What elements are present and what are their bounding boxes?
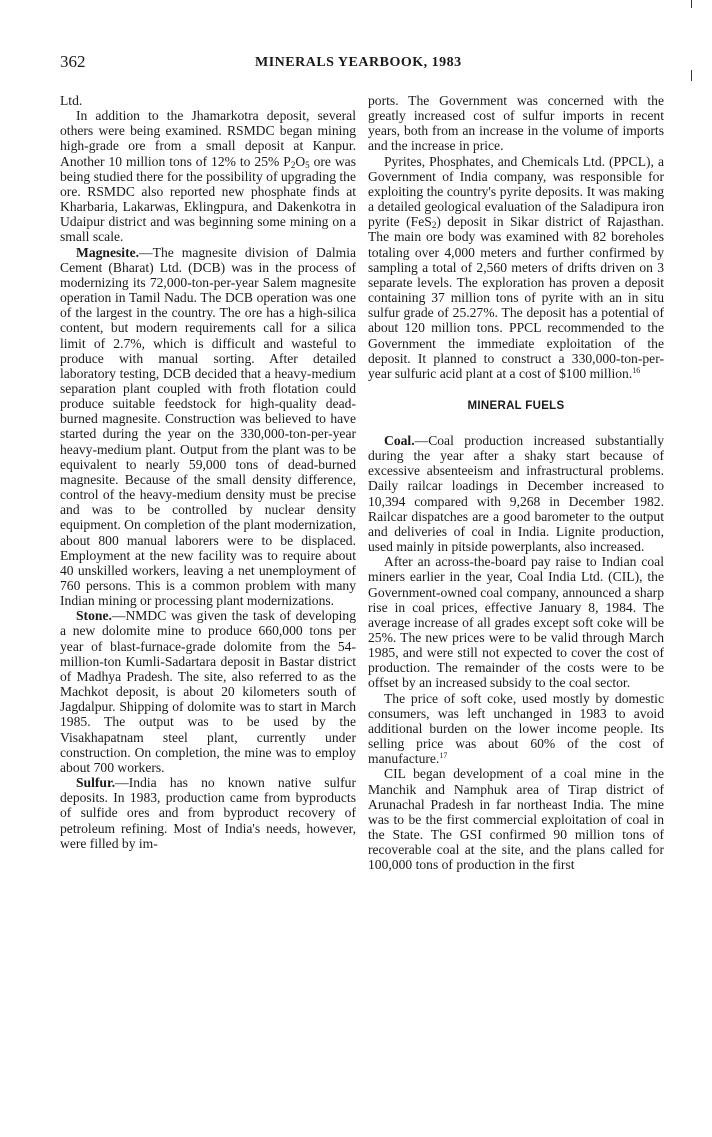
paragraph-jhamarkotra [60,108,356,244]
ppcl-text: Pyrites, Phosphates, and Chemicals Ltd. (PPCL), a Government of India company, was responsible for exploiting the country's pyrite deposits. It was making a detailed geological evaluation of the Saladipura iron pyrite (FeS [368,153,664,230]
scan-edge-mark-top [691,0,692,8]
paragraph-sulfur-imports: ports. The Government was concerned with the greatly increased cost of sulfur imports in recent years, both from an increase in the volume of imports and the increase in price. [368,93,664,154]
formula-p2o5: $P_2O_5$ [283,153,310,170]
paragraph-stone [60,608,356,775]
magnesite-text: —The magnesite division of Dalmia Cement (Bharat) Ltd. (DCB) was in the process of modernizing its 72,000-ton-per-year Salem magnesite operation in Tamil Nadu. The DCB operation was one of the largest in the country. The ore has a high-silica content, but modern requirements call for a silica limit of 2.7%, which is difficult and wasteful to produce with manual sorting. After detailed laboratory testing, DCB decided that a heavy-medium separation plant coupled with froth flotation could produce suitable feedstock for high-quality dead-burned magnesite. Construction was believed to have started during the year on the 330,000-ton-per-year heavy-medium plant. Output from the plant was to be equivalent to nearly 59,000 tons of dead-burned magnesite. Because of the small density difference, control of the heavy-medium density must be precise and was to be controlled by nuclear density equipment. On completion of the plant modernization, about 800 manual laborers were to be displaced. Employment at the new facility was to require about 40 unskilled workers, leaving a net unemployment of 760 persons. This is a common problem with many Indian mining or processing plant modernizations. [60,244,356,609]
footnote-ref-17: 17 [439,751,448,761]
run-in-heading-stone: Stone. [76,608,112,624]
left-column [60,93,356,851]
ppcl-text-tail: ) deposit in Sikar district of Rajasthan. The main ore body was examined with 82 boreholes totaling over 4,000 meters and further confirmed by sampling a total of 2,560 meters of drifts driven on 3 separate levels. The exploration has proven a deposit containing 37 million tons of pyrite with an in situ sulfur grade of 25.27%. The deposit has a potential of about 120 million tons. PPCL recommended to the Government the immediate exploitation of the deposit. It planned to construct a 330,000-ton-per-year sulfuric acid plant at a cost of $100 million. [368,214,664,381]
paragraph-ltd-continuation: Ltd. [60,93,83,108]
scan-edge-mark-right [691,70,692,81]
run-in-heading-magnesite: Magnesite. [76,244,140,260]
coal-text: —Coal production increased substantially during the year after a shaky start because of excessive absenteeism and infrastructural problems. Daily railcar loadings in December increased to 10,394 compared with 9,268 in December 1982. Railcar dispatches are a good barometer to the output and deliveries of coal in India. Lignite production, used mainly in pitside powerplants, also increased. [368,432,664,555]
paragraph-cil-mine: CIL began development of a coal mine in the Manchik and Namphuk area of Tirap district of Arunachal Pradesh in far northeast India. The mine was to be the first commercial exploitation of coal in the State. The GSI confirmed 90 million tons of recoverable coal at the site, and the plans called for 100,000 tons of production in the first [368,766,664,873]
run-in-heading-coal: Coal. [384,432,415,448]
section-heading-mineral-fuels: MINERAL FUELS [467,399,565,412]
paragraph-sulfur [60,775,356,851]
paragraph-pay-raise: After an across-the-board pay raise to Indian coal miners earlier in the year, Coal India Ltd. (CIL), the Government-owned coal company, announced a sharp rise in coal prices, effective January 8, 1984. The average increase of all grades except soft coke will be 25%. The new prices were to be valid through March 1985, and were still not expected to cover the cost of production. The remainder of the costs were to be offset by an increased subsidy to the coal sector. [368,554,664,691]
run-in-heading-sulfur: Sulfur. [76,775,116,791]
paragraph-coal [368,433,664,554]
running-title: MINERALS YEARBOOK, 1983 [255,55,462,70]
formula-fes2-subscript: 2 [431,220,437,231]
paragraph-ppcl [368,154,664,381]
paragraph-soft-coke [368,691,664,767]
page-number: 362 [60,52,86,71]
sulfur-text: —India has no known native sulfur deposits. In 1983, production came from byproducts of sulfide ores and from byproduct recovery of petroleum refining. Most of India's needs, however, were filled by im- [60,775,356,851]
right-column [368,93,664,873]
jhamarkotra-text: In addition to the Jhamarkotra deposit, several others were being examined. RSMDC began mining high-grade ore from a small deposit at Kanpur. Another 10 million tons of 12% to 25% [60,108,356,169]
paragraph-magnesite [60,245,356,609]
soft-coke-text: The price of soft coke, used mostly by domestic consumers, was left unchanged in 1983 to avoid additional burden on the lower income people. Its selling price was about 60% of the cost of manufacture. [368,690,664,767]
footnote-ref-16: 16 [632,365,641,375]
jhamarkotra-text-tail: ore was being studied there for the possibility of upgrading the ore. RSMDC also reported new phosphate finds at Kharbaria, Lakarwas, Eklingpura, and Dakenkotra in Udaipur district and was beginning some mining on a small scale. [60,153,356,245]
stone-text: —NMDC was given the task of developing a new dolomite mine to produce 660,000 tons per year of blast-furnace-grade dolomite from the 54-million-ton Kumli-Sadartara deposit in Bastar district of Madhya Pradesh. The site, also referred to as the Machkot deposit, is about 20 kilometers south of Jagdalpur. Shipping of dolomite was to start in March 1985. The output was to be used by the Visakhapatnam steel plant, currently under construction. On completion, the mine was to employ about 700 workers. [60,608,356,775]
